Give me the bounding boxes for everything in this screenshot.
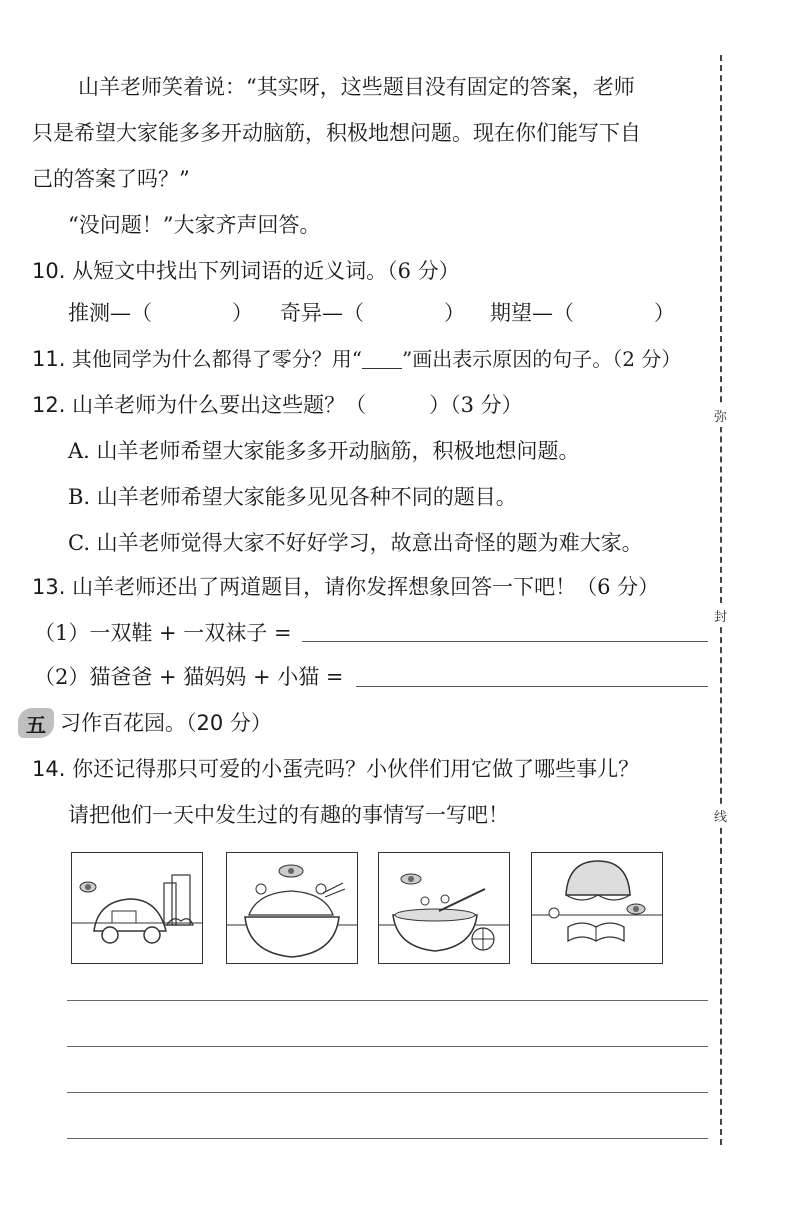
q13-sub-2: （2）猫爸爸 + 猫妈妈 + 小猫 =	[34, 665, 344, 689]
passage-line-2: 只是希望大家能多多开动脑筋，积极地想问题。现在你们能写下自	[32, 121, 641, 145]
juice-bowl-illustration	[379, 853, 509, 963]
option-b[interactable]: B. 山羊老师希望大家能多见见各种不同的题目。	[68, 485, 517, 509]
margin-char-1: 弥	[714, 404, 727, 427]
margin-char-3: 线	[714, 804, 727, 827]
question-text: 你还记得那只可爱的小蛋壳吗？小伙伴们用它做了哪些事儿？	[72, 757, 640, 781]
question-14	[32, 754, 639, 784]
q10-word: 推测—（	[68, 301, 152, 325]
question-number: 11.	[32, 347, 66, 371]
seal-cut-line	[720, 55, 722, 1145]
q10-word: 期望—（	[490, 301, 574, 325]
writing-line-4[interactable]	[67, 1138, 708, 1139]
option-c[interactable]: C. 山羊老师觉得大家不好好学习，故意出奇怪的题为难大家。	[68, 531, 643, 555]
car-illustration	[72, 853, 202, 963]
passage-line-1: 山羊老师笑着说：“其实呀，这些题目没有固定的答案，老师	[78, 75, 635, 99]
section-badge: 五	[18, 708, 54, 738]
q10-word: 奇异—（	[280, 301, 364, 325]
rice-bowl-illustration	[227, 853, 357, 963]
section-title: 习作百花园。（20 分）	[60, 711, 272, 735]
question-text: 从短文中找出下列词语的近义词。（6 分）	[72, 259, 460, 283]
question-number: 10.	[32, 259, 66, 283]
q10-close: ）	[444, 301, 465, 325]
question-10	[32, 256, 460, 286]
picture-reading	[531, 852, 663, 964]
picture-juice-bowl	[378, 852, 510, 964]
q10-close: ）	[654, 301, 675, 325]
picture-rice-bowl	[226, 852, 358, 964]
q10-item-3[interactable]	[490, 298, 675, 328]
question-text: 山羊老师还出了两道题目，请你发挥想象回答一下吧！（6 分）	[72, 575, 660, 599]
writing-line-2[interactable]	[67, 1046, 708, 1047]
q13-sub-1: （1）一双鞋 + 一双袜子 =	[34, 621, 292, 645]
question-14-line-2: 请把他们一天中发生过的有趣的事情写一写吧！	[68, 803, 509, 827]
question-number: 14.	[32, 757, 66, 781]
question-text-a: 其他同学为什么都得了零分？用“	[71, 347, 362, 371]
passage-line-3: 己的答案了吗？”	[32, 167, 190, 191]
answer-line-2[interactable]	[356, 686, 708, 687]
question-text-b: ”画出表示原因的句子。（2 分）	[402, 347, 682, 371]
question-text: 山羊老师为什么要出这些题？（ ）（3 分）	[72, 393, 523, 417]
margin-char-2: 封	[714, 604, 727, 627]
picture-car	[71, 852, 203, 964]
q10-item-2[interactable]	[280, 298, 465, 328]
reading-illustration	[532, 853, 662, 963]
q10-item-1[interactable]	[68, 298, 253, 328]
question-12	[32, 390, 523, 420]
question-13	[32, 572, 659, 602]
option-a[interactable]: A. 山羊老师希望大家能多多开动脑筋，积极地想问题。	[68, 439, 580, 463]
underline-sample	[362, 348, 402, 369]
passage-line-4: “没问题！”大家齐声回答。	[68, 213, 321, 237]
answer-line-1[interactable]	[302, 641, 708, 642]
q10-close: ）	[232, 301, 253, 325]
question-number: 13.	[32, 575, 66, 599]
writing-line-1[interactable]	[67, 1000, 708, 1001]
writing-line-3[interactable]	[67, 1092, 708, 1093]
question-11	[32, 344, 681, 374]
question-number: 12.	[32, 393, 66, 417]
